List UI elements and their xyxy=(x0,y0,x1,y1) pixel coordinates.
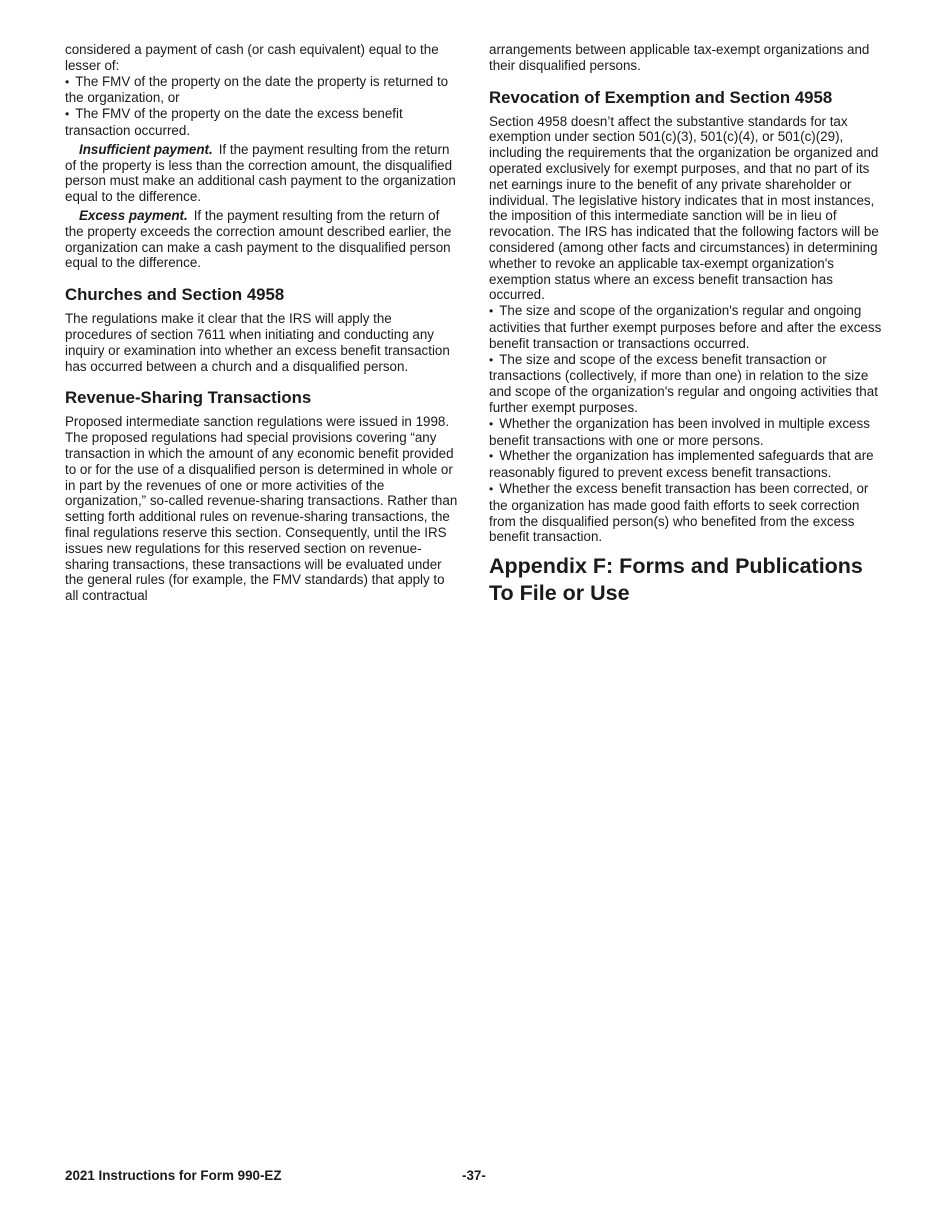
list-item: • Whether the organization has implemented safeguards that are reasonably figured to prevent excess benefit transactions. xyxy=(489,448,889,481)
revocation-text: Section 4958 doesn’t affect the substantive standards for tax exemption under section 501(c)(3), 501(c)(4), or 501(c)(29), including the requirements that the organization be organized and operated exclusively for exempt purposes, and that no part of its net earnings inure to the benefit of any private shareholder or individual. The legislative history indicates that in most instances, the imposition of this intermediate sanction will be in lieu of revocation. The IRS has indicated that the following factors will be considered (among other facts and circumstances) in determining whether to revoke an applicable tax-exempt organization's exemption status where an excess benefit transaction has occurred. xyxy=(489,113,879,303)
churches-text: The regulations make it clear that the IRS will apply the procedures of section 7611 when initiating and conducting any inquiry or examination into whether an excess benefit transaction has occurred between a church and a disqualified person. xyxy=(65,311,450,374)
page-number: -37- xyxy=(462,1168,486,1183)
excess-payment-text: If the payment resulting from the return of the property exceeds the correction amount described earlier, the organization can make a cash payment to the disqualified person equal to the difference. xyxy=(65,207,452,271)
insufficient-payment-text: If the payment resulting from the return of the property is less than the correction amount, the disqualified person must make an additional cash payment to the organization equal to the difference. xyxy=(65,141,456,205)
footer-doc-title: 2021 Instructions for Form 990-EZ xyxy=(65,1168,282,1183)
right-column xyxy=(489,42,889,607)
revocation-heading: Revocation of Exemption and Section 4958 xyxy=(489,87,833,107)
insufficient-payment-lead: Insufficient payment. xyxy=(79,141,213,157)
list-item: • The size and scope of the excess benefit transaction or transactions (collectively, if more than one) in relation to the size and scope of the organization's regular and ongoing activities that further exempt purposes. xyxy=(489,352,889,416)
list-item: • The size and scope of the organization's regular and ongoing activities that further exempt purposes before and after the excess benefit transaction or transactions occurred. xyxy=(489,303,889,351)
list-item: • Whether the organization has been involved in multiple excess benefit transactions with one or more persons. xyxy=(489,416,889,449)
list-item: • Whether the excess benefit transaction has been corrected, or the organization has made good faith efforts to seek correction from the disqualified person(s) who benefited from the excess benefit transaction. xyxy=(489,481,889,545)
revenue-sharing-heading: Revenue-Sharing Transactions xyxy=(65,388,312,408)
list-item: • The FMV of the property on the date the property is returned to the organization, or xyxy=(65,74,460,107)
intro-text: considered a payment of cash (or cash equivalent) equal to the lesser of: xyxy=(65,42,439,73)
appendix-f-heading: Appendix F: Forms and Publications To File or Use xyxy=(489,554,863,606)
list-item: • The FMV of the property on the date the excess benefit transaction occurred. xyxy=(65,106,460,139)
churches-heading: Churches and Section 4958 xyxy=(65,285,285,305)
excess-payment-lead: Excess payment. xyxy=(79,207,188,223)
excess-payment-paragraph xyxy=(65,208,460,271)
left-column xyxy=(65,42,460,604)
revenue-sharing-text: Proposed intermediate sanction regulations were issued in 1998. The proposed regulations had special provisions covering “any transaction in which the amount of any economic benefit provided to or for the use of a disqualified person is determined in whole or in part by the revenues of one or more activities of the organization,” so-called revenue-sharing transactions. Rather than setting forth additional rules on revenue-sharing transactions, the final regulations reserve this section. Consequently, until the IRS issues new regulations for this reserved section on revenue-sharing transactions, these transactions will be evaluated under the general rules (for example, the FMV standards) that apply to all contractual xyxy=(65,414,458,604)
insufficient-payment-paragraph xyxy=(65,142,460,205)
continuation-text: arrangements between applicable tax-exempt organizations and their disqualified persons. xyxy=(489,42,870,73)
